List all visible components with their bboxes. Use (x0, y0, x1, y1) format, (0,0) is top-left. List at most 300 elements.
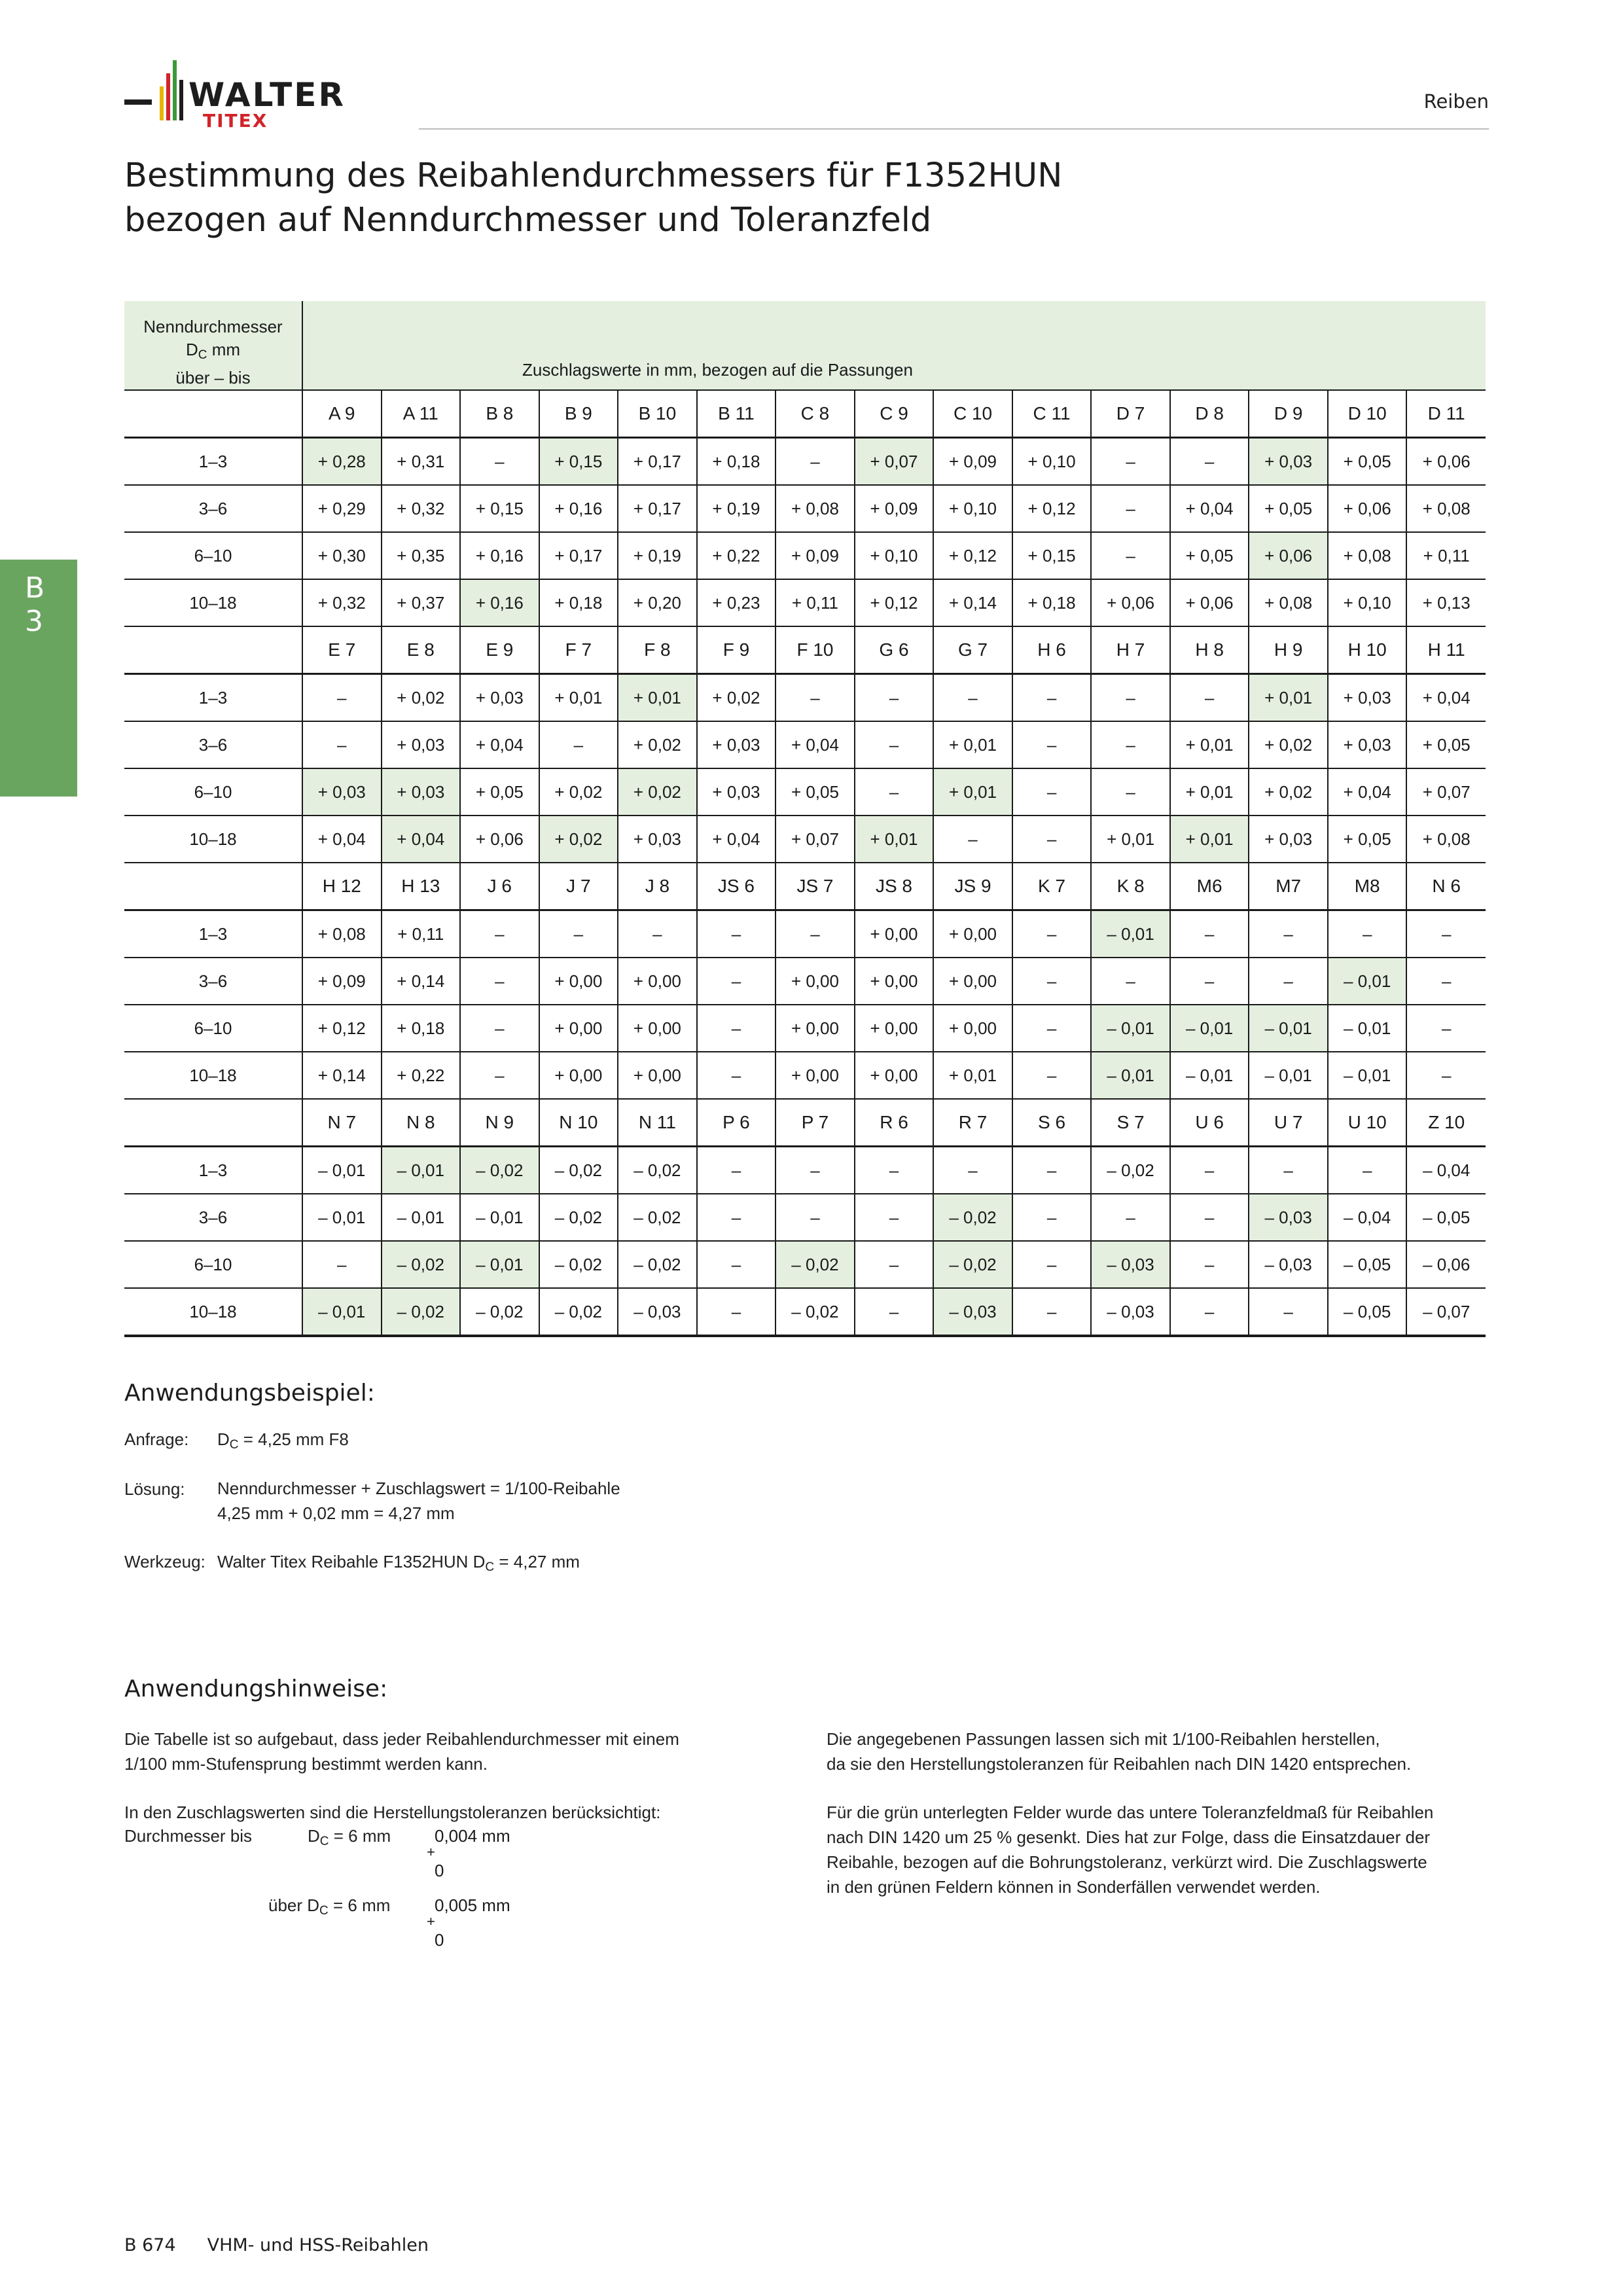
allowance-cell: + 0,05 (1170, 532, 1249, 579)
allowance-cell: + 0,09 (933, 438, 1012, 486)
fit-header-cell: K 7 (1012, 863, 1092, 910)
allowance-cell: – (618, 910, 697, 958)
allowance-cell: + 0,05 (776, 768, 855, 816)
fit-header-cell: H 8 (1170, 626, 1249, 674)
allowance-cell: + 0,02 (539, 768, 618, 816)
allowance-cell: – (1328, 1147, 1407, 1194)
allowance-cell: + 0,00 (618, 1005, 697, 1052)
allowance-cell: + 0,00 (933, 1005, 1012, 1052)
notes-right-p2-line-2: nach DIN 1420 um 25 % gesenkt. Dies hat zur Folge, dass die Einsatzdauer der (827, 1827, 1431, 1847)
table-row (124, 910, 1486, 958)
allowance-cell: + 0,01 (1170, 816, 1249, 863)
allowance-cell: – (1091, 674, 1170, 722)
allowance-cell: – (1406, 1005, 1486, 1052)
fit-header-cell: JS 9 (933, 863, 1012, 910)
fit-header-cell: U 6 (1170, 1099, 1249, 1147)
allowance-cell: – 0,02 (539, 1241, 618, 1288)
allowance-cell: + 0,05 (1249, 485, 1328, 532)
allowance-cell: – (855, 1194, 934, 1241)
allowance-cell: + 0,01 (1249, 674, 1328, 722)
allowance-cell: – 0,07 (1406, 1288, 1486, 1336)
allowance-cell: – 0,01 (302, 1288, 382, 1336)
allowance-cell: – (1012, 1194, 1092, 1241)
fit-header-row (124, 390, 1486, 438)
header-mm: mm (207, 340, 241, 359)
allowance-cell: + 0,01 (933, 768, 1012, 816)
fit-header-cell: H 12 (302, 863, 382, 910)
allowance-cell: + 0,00 (855, 1052, 934, 1099)
table-row (124, 958, 1486, 1005)
allowance-cell: – (460, 438, 539, 486)
fit-header-cell: M7 (1249, 863, 1328, 910)
diameter-range-cell: 3–6 (124, 958, 302, 1005)
allowance-cell: – (539, 721, 618, 768)
allowance-cell: – (1170, 1194, 1249, 1241)
allowance-cell: – (460, 910, 539, 958)
allowance-cell: + 0,10 (1328, 579, 1407, 626)
allowance-cell: + 0,18 (382, 1005, 461, 1052)
diameter-range-cell: 6–10 (124, 532, 302, 579)
werkzeug-sub: C (485, 1560, 495, 1574)
diameter-range-cell: 6–10 (124, 768, 302, 816)
page-title (124, 154, 1062, 243)
allowance-cell: + 0,03 (618, 816, 697, 863)
diameter-range-cell: 10–18 (124, 1288, 302, 1336)
allowance-cell: + 0,12 (855, 579, 934, 626)
fit-header-cell: JS 6 (697, 863, 776, 910)
allowance-cell: – (697, 1147, 776, 1194)
header-rule (419, 128, 1489, 130)
allowance-cell: + 0,03 (697, 768, 776, 816)
allowance-cell: – 0,02 (539, 1147, 618, 1194)
allowance-cell: + 0,13 (1406, 579, 1486, 626)
allowance-cell: – 0,01 (302, 1147, 382, 1194)
allowance-cell: – 0,02 (1091, 1147, 1170, 1194)
allowance-cell: + 0,04 (460, 721, 539, 768)
allowance-cell: + 0,09 (302, 958, 382, 1005)
notes-right-p2 (827, 1800, 1433, 1899)
fit-header-row (124, 626, 1486, 674)
allowance-cell: – (697, 958, 776, 1005)
allowance-cell: + 0,03 (697, 721, 776, 768)
allowance-cell: + 0,02 (539, 816, 618, 863)
allowance-cell: + 0,11 (1406, 532, 1486, 579)
allowance-cell: – (1091, 768, 1170, 816)
loesung-text (217, 1476, 620, 1526)
allowance-cell: – (1406, 910, 1486, 958)
allowance-cell: – (1328, 910, 1407, 958)
allowance-cell: – 0,02 (618, 1147, 697, 1194)
allowance-cell: – (1012, 958, 1092, 1005)
fit-header-cell: A 9 (302, 390, 382, 438)
allowance-cell: – (539, 910, 618, 958)
fit-header-cell: M8 (1328, 863, 1407, 910)
fit-header-blank (124, 390, 302, 438)
table-row (124, 721, 1486, 768)
fit-header-cell: H 13 (382, 863, 461, 910)
allowance-cell: – 0,03 (1091, 1241, 1170, 1288)
notes-heading: Anwendungshinweise: (124, 1676, 388, 1702)
allowance-cell: + 0,19 (697, 485, 776, 532)
allowance-cell: – (1170, 1241, 1249, 1288)
allowance-cell: + 0,18 (539, 579, 618, 626)
allowance-cell: + 0,04 (1406, 674, 1486, 722)
allowance-cell: + 0,32 (302, 579, 382, 626)
anfrage-d: D (217, 1429, 230, 1449)
allowance-cell: + 0,09 (855, 485, 934, 532)
tolerance-2-plus: + (427, 1913, 435, 1929)
allowance-cell: + 0,12 (302, 1005, 382, 1052)
allowance-cell: – (1406, 958, 1486, 1005)
allowance-cell: – (776, 910, 855, 958)
allowance-cell: + 0,01 (1170, 721, 1249, 768)
header-nominal-diameter (124, 301, 302, 390)
d1-rest: = 6 mm (329, 1826, 391, 1846)
fit-header-cell: N 7 (302, 1099, 382, 1147)
allowance-cell: + 0,02 (1249, 721, 1328, 768)
allowance-cell: + 0,14 (302, 1052, 382, 1099)
fit-header-cell: H 10 (1328, 626, 1407, 674)
diameter-range-cell: 6–10 (124, 1241, 302, 1288)
fit-header-cell: P 6 (697, 1099, 776, 1147)
allowance-cell: + 0,32 (382, 485, 461, 532)
allowance-cell: + 0,15 (1012, 532, 1092, 579)
allowance-cell: + 0,03 (382, 721, 461, 768)
diameter-range-cell: 1–3 (124, 1147, 302, 1194)
allowance-cell: – 0,03 (933, 1288, 1012, 1336)
allowance-cell: + 0,11 (776, 579, 855, 626)
allowance-cell: + 0,01 (1091, 816, 1170, 863)
tolerance-2-lower: 0 (435, 1930, 444, 1950)
allowance-cell: – (855, 1288, 934, 1336)
fit-header-row (124, 863, 1486, 910)
diameter-range-cell: 1–3 (124, 910, 302, 958)
allowance-cell: + 0,00 (933, 910, 1012, 958)
fit-header-cell: B 8 (460, 390, 539, 438)
table-row (124, 674, 1486, 722)
title-line-2: bezogen auf Nenndurchmesser und Toleranzfeld (124, 201, 932, 240)
allowance-cell: – (1012, 768, 1092, 816)
allowance-cell: + 0,35 (382, 532, 461, 579)
allowance-cell: – (1170, 910, 1249, 958)
allowance-cell: + 0,28 (302, 438, 382, 486)
allowance-cell: – (776, 674, 855, 722)
diameter-range-cell: 6–10 (124, 1005, 302, 1052)
allowance-cell: – (1091, 721, 1170, 768)
fit-header-cell: Z 10 (1406, 1099, 1486, 1147)
d2-sub: C (319, 1904, 329, 1918)
section-label: Reiben (1423, 90, 1489, 113)
chapter-tab (0, 560, 77, 797)
allowance-cell: + 0,04 (1328, 768, 1407, 816)
fit-header-cell: G 6 (855, 626, 934, 674)
allowance-cell: – 0,01 (382, 1194, 461, 1241)
table-row (124, 1005, 1486, 1052)
allowance-cell: + 0,00 (618, 958, 697, 1005)
allowance-cell: + 0,08 (1249, 579, 1328, 626)
fit-header-cell: S 7 (1091, 1099, 1170, 1147)
allowance-cell: – 0,01 (1091, 1005, 1170, 1052)
fit-header-cell: U 7 (1249, 1099, 1328, 1147)
allowance-cell: – (460, 1005, 539, 1052)
allowance-cell: + 0,06 (1249, 532, 1328, 579)
allowance-cell: – 0,04 (1406, 1147, 1486, 1194)
fit-header-cell: N 11 (618, 1099, 697, 1147)
allowance-cell: – (1091, 532, 1170, 579)
allowance-cell: – 0,03 (1249, 1241, 1328, 1288)
durchmesser-bis-label: Durchmesser bis (124, 1826, 253, 1846)
allowance-cell: – 0,01 (1249, 1052, 1328, 1099)
notes-right-p2-line-3: Reibahle, bezogen auf die Bohrungstoleranz, verkürzt wird. Die Zuschlagswerte (827, 1852, 1427, 1872)
tolerance-1-upper: 0,004 mm (435, 1826, 510, 1846)
allowance-cell: – (1091, 1194, 1170, 1241)
allowance-cell: + 0,02 (1249, 768, 1328, 816)
allowance-cell: + 0,00 (539, 958, 618, 1005)
fit-header-blank (124, 626, 302, 674)
tolerance-1-plus: + (427, 1844, 435, 1860)
allowance-cell: – (1170, 1288, 1249, 1336)
fit-header-cell: J 8 (618, 863, 697, 910)
fit-header-cell: J 7 (539, 863, 618, 910)
fit-header-cell: JS 8 (855, 863, 934, 910)
allowance-cell: – (1091, 438, 1170, 486)
table-row (124, 438, 1486, 486)
allowance-cell: + 0,08 (1328, 532, 1407, 579)
allowance-cell: + 0,00 (933, 958, 1012, 1005)
header-dc-label (124, 338, 302, 367)
allowance-cell: – (776, 1194, 855, 1241)
allowance-cell: – (1249, 958, 1328, 1005)
allowance-cell: – 0,05 (1328, 1288, 1407, 1336)
allowance-cell: – (1249, 1288, 1328, 1336)
allowance-cell: – (855, 674, 934, 722)
allowance-cell: – (776, 438, 855, 486)
fit-header-cell: B 10 (618, 390, 697, 438)
page-footer (124, 2235, 460, 2255)
header-nominal-label: Nenndurchmesser (143, 317, 283, 336)
diameter-range-cell: 10–18 (124, 579, 302, 626)
header-allowance-label: Zuschlagswerte in mm, bezogen auf die Passungen (522, 360, 913, 380)
allowance-cell: + 0,20 (618, 579, 697, 626)
allowance-cell: – 0,01 (460, 1241, 539, 1288)
loesung-line-2: 4,25 mm + 0,02 mm = 4,27 mm (217, 1503, 455, 1523)
anfrage-value (217, 1429, 349, 1452)
fit-header-cell: H 11 (1406, 626, 1486, 674)
allowance-cell: + 0,18 (1012, 579, 1092, 626)
allowance-cell: – (1012, 1147, 1092, 1194)
allowance-cell: – (697, 1241, 776, 1288)
fit-header-cell: C 9 (855, 390, 934, 438)
fit-header-cell: D 9 (1249, 390, 1328, 438)
allowance-cell: + 0,09 (776, 532, 855, 579)
fit-header-cell: M6 (1170, 863, 1249, 910)
allowance-cell: + 0,12 (1012, 485, 1092, 532)
fit-header-blank (124, 863, 302, 910)
fit-header-cell: C 10 (933, 390, 1012, 438)
notes-left-p1-line-2: 1/100 mm-Stufensprung bestimmt werden kann. (124, 1754, 488, 1774)
werkzeug-value (217, 1552, 580, 1575)
allowance-cell: + 0,10 (933, 485, 1012, 532)
allowance-cell: – (1012, 1288, 1092, 1336)
allowance-cell: – 0,03 (618, 1288, 697, 1336)
allowance-cell: + 0,16 (460, 579, 539, 626)
notes-left-p1-line-1: Die Tabelle ist so aufgebaut, dass jeder Reibahlendurchmesser mit einem (124, 1729, 679, 1749)
reamer-allowance-table (124, 301, 1486, 1337)
allowance-cell: + 0,12 (933, 532, 1012, 579)
chapter-tab-label: B 3 (25, 571, 48, 638)
allowance-cell: + 0,04 (776, 721, 855, 768)
fit-header-cell: R 6 (855, 1099, 934, 1147)
header-c-sub: C (198, 348, 207, 362)
allowance-cell: + 0,01 (1170, 768, 1249, 816)
diameter-range-cell: 3–6 (124, 485, 302, 532)
allowance-cell: + 0,04 (1170, 485, 1249, 532)
fit-header-cell: F 9 (697, 626, 776, 674)
diameter-range-cell: 1–3 (124, 438, 302, 486)
allowance-cell: – (1170, 958, 1249, 1005)
allowance-cell: – (697, 910, 776, 958)
allowance-cell: – (460, 958, 539, 1005)
notes-right-p1-line-1: Die angegebenen Passungen lassen sich mit 1/100-Reibahlen herstellen, (827, 1729, 1380, 1749)
allowance-cell: – (697, 1194, 776, 1241)
allowance-cell: – (1012, 1241, 1092, 1288)
allowance-cell: + 0,02 (618, 768, 697, 816)
allowance-cell: + 0,01 (855, 816, 934, 863)
diameter-range-cell: 3–6 (124, 721, 302, 768)
allowance-cell: – (302, 721, 382, 768)
allowance-cell: + 0,04 (302, 816, 382, 863)
allowance-cell: – 0,05 (1406, 1194, 1486, 1241)
notes-left-p2: In den Zuschlagswerten sind die Herstellungstoleranzen berücksichtigt: (124, 1803, 661, 1822)
fit-header-cell: N 6 (1406, 863, 1486, 910)
walter-titex-logo (124, 60, 406, 129)
allowance-cell: – (776, 1147, 855, 1194)
allowance-cell: – 0,01 (1328, 958, 1407, 1005)
footer-title: VHM- und HSS-Reibahlen (207, 2235, 429, 2255)
table-row (124, 579, 1486, 626)
d2-rest: = 6 mm (328, 1895, 391, 1915)
allowance-cell: – 0,01 (460, 1194, 539, 1241)
page-number: B 674 (124, 2235, 176, 2255)
fit-header-cell: U 10 (1328, 1099, 1407, 1147)
header-range-label: über – bis (175, 368, 251, 387)
allowance-cell: + 0,05 (1328, 816, 1407, 863)
diameter-range-cell: 1–3 (124, 674, 302, 722)
allowance-cell: – 0,01 (382, 1147, 461, 1194)
loesung-line-1: Nenndurchmesser + Zuschlagswert = 1/100-Reibahle (217, 1479, 620, 1498)
fit-header-cell: H 6 (1012, 626, 1092, 674)
table-row (124, 485, 1486, 532)
allowance-cell: – 0,05 (1328, 1241, 1407, 1288)
allowance-cell: + 0,01 (933, 721, 1012, 768)
allowance-cell: + 0,00 (855, 958, 934, 1005)
allowance-cell: – (855, 721, 934, 768)
allowance-cell: – 0,02 (382, 1241, 461, 1288)
allowance-cell: – 0,02 (776, 1241, 855, 1288)
fit-header-cell: F 8 (618, 626, 697, 674)
allowance-cell: + 0,00 (776, 958, 855, 1005)
ueber-d: über D (268, 1895, 320, 1915)
example-heading: Anwendungsbeispiel: (124, 1380, 375, 1407)
diameter-range-cell: 10–18 (124, 1052, 302, 1099)
allowance-cell: + 0,03 (1328, 674, 1407, 722)
werkzeug-label: Werkzeug: (124, 1552, 205, 1571)
fit-header-cell: E 9 (460, 626, 539, 674)
allowance-cell: – (933, 1147, 1012, 1194)
allowance-cell: – (1170, 1147, 1249, 1194)
allowance-cell: + 0,03 (302, 768, 382, 816)
notes-left-p1 (124, 1727, 679, 1776)
allowance-cell: + 0,00 (539, 1052, 618, 1099)
allowance-cell: – (460, 1052, 539, 1099)
allowance-cell: + 0,22 (382, 1052, 461, 1099)
allowance-cell: – (1012, 910, 1092, 958)
fit-header-cell: C 11 (1012, 390, 1092, 438)
allowance-cell: + 0,17 (539, 532, 618, 579)
allowance-cell: + 0,14 (382, 958, 461, 1005)
fit-header-cell: P 7 (776, 1099, 855, 1147)
fit-header-cell: H 7 (1091, 626, 1170, 674)
table-row (124, 768, 1486, 816)
allowance-cell: + 0,06 (1328, 485, 1407, 532)
allowance-cell: + 0,07 (1406, 768, 1486, 816)
allowance-cell: – (933, 816, 1012, 863)
allowance-cell: + 0,03 (1328, 721, 1407, 768)
allowance-cell: – 0,01 (1328, 1052, 1407, 1099)
fit-header-cell: N 10 (539, 1099, 618, 1147)
allowance-cell: + 0,04 (697, 816, 776, 863)
fit-header-cell: D 7 (1091, 390, 1170, 438)
allowance-cell: – (855, 768, 934, 816)
allowance-cell: – 0,01 (1091, 1052, 1170, 1099)
allowance-cell: – (1170, 674, 1249, 722)
allowance-cell: + 0,01 (933, 1052, 1012, 1099)
allowance-cell: – 0,02 (539, 1194, 618, 1241)
allowance-cell: + 0,31 (382, 438, 461, 486)
allowance-cell: + 0,06 (1170, 579, 1249, 626)
fit-header-cell: B 9 (539, 390, 618, 438)
diameter-range-cell: 3–6 (124, 1194, 302, 1241)
allowance-cell: + 0,15 (460, 485, 539, 532)
allowance-cell: + 0,05 (460, 768, 539, 816)
fit-header-blank (124, 1099, 302, 1147)
allowance-cell: – (1012, 816, 1092, 863)
werkzeug-text: Walter Titex Reibahle F1352HUN D (217, 1552, 486, 1571)
fit-header-cell: E 8 (382, 626, 461, 674)
fit-header-cell: F 7 (539, 626, 618, 674)
table-row (124, 1147, 1486, 1194)
fit-header-cell: G 7 (933, 626, 1012, 674)
allowance-cell: + 0,16 (460, 532, 539, 579)
allowance-cell: + 0,29 (302, 485, 382, 532)
fit-header-cell: A 11 (382, 390, 461, 438)
ueber-dc-6mm-label (268, 1895, 390, 1918)
svg-text:TITEX: TITEX (203, 110, 268, 129)
allowance-cell: – 0,01 (1170, 1052, 1249, 1099)
fit-header-cell: F 10 (776, 626, 855, 674)
fit-header-cell: J 6 (460, 863, 539, 910)
fit-header-cell: R 7 (933, 1099, 1012, 1147)
allowance-cell: – (302, 674, 382, 722)
header-d: D (185, 340, 198, 359)
allowance-cell: – (1091, 485, 1170, 532)
allowance-cell: + 0,08 (302, 910, 382, 958)
allowance-cell: – (697, 1005, 776, 1052)
allowance-cell: – 0,02 (382, 1288, 461, 1336)
allowance-cell: – (855, 1241, 934, 1288)
fit-header-cell: E 7 (302, 626, 382, 674)
allowance-cell: + 0,16 (539, 485, 618, 532)
